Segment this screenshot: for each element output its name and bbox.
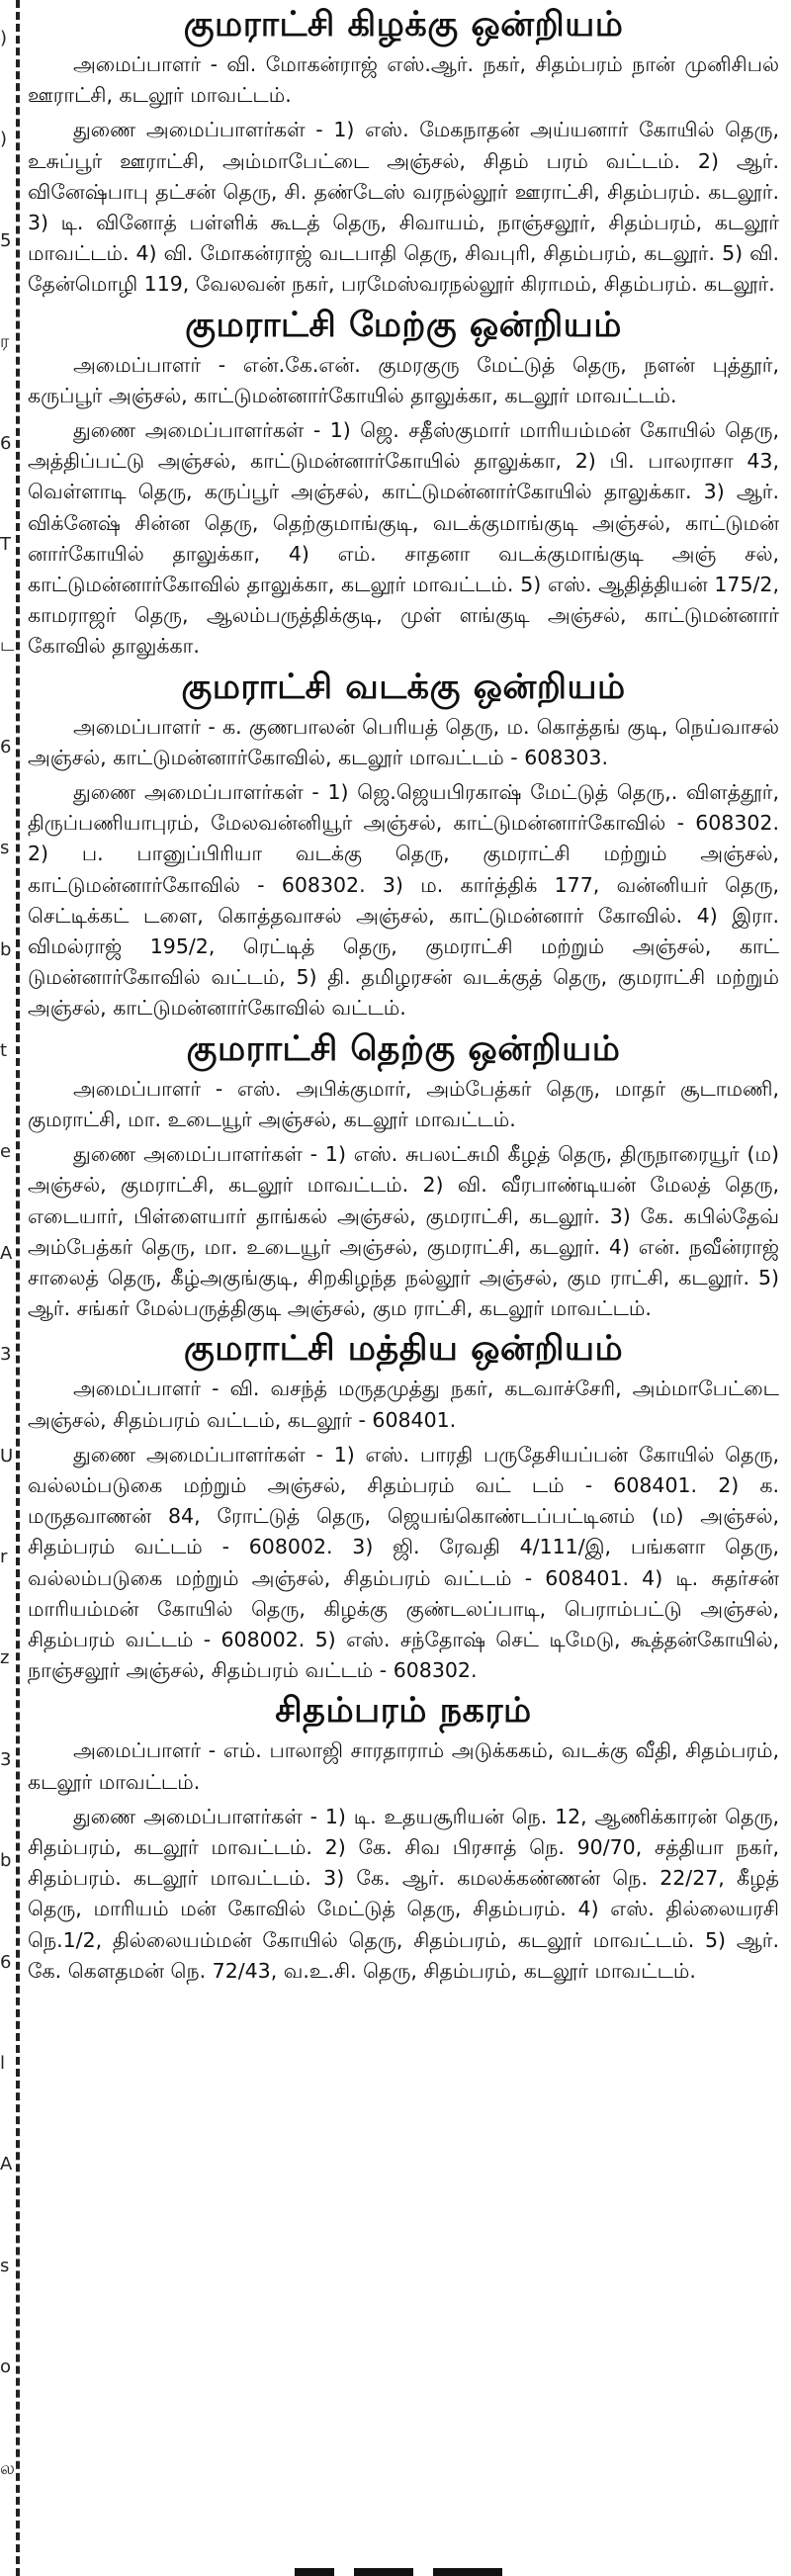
deputy-organizers-paragraph: துணை அமைப்பாளர்கள் - 1) எஸ். மேகநாதன் அய்யனார் கோயில் தெரு, உசுப்பூர் ஊராட்சி, அம்மாபேட்டை அஞ்சல், சிதம் பரம் வட்டம். 2) ஆர். வினேஷ்பாபு தட்சன் தெரு, சி. தண்டேஸ் வரநல்லூர் ஊராட்சி, சிதம்பரம். கடலூர். 3) டி. வினோத் பள்ளிக் கூடத் தெரு, சிவாயம், நாஞ்சலூர், சிதம்பரம், கடலூர் மாவட்டம். 4) வி. மோகன்ராஜ் வடபாதி தெரு, சிவபுரி, சிதம்பரம், கடலூர். 5) வி. தேன்மொழி 119, வேலவன் நகர், பரமேஸ்வரநல்லூர் கிராமம், சிதம்பரம். கடலூர்.	[28, 118, 779, 297]
gutter-mark: 6	[0, 737, 12, 757]
gutter-marks	[0, 0, 14, 2576]
section-kumaratchi-west	[28, 303, 779, 663]
gutter-mark: T	[0, 534, 11, 555]
organizer-paragraph: அமைப்பாளர் - வி. வசந்த் மருதமுத்து நகர், கடவாச்சேரி, அம்மாபேட்டை அஞ்சல், சிதம்பரம் வட்டம், கடலூர் - 608401.	[28, 1377, 779, 1432]
gutter-mark: U	[0, 1446, 14, 1466]
gutter-mark: 3	[0, 1344, 12, 1365]
gutter-mark: b	[0, 1850, 12, 1871]
organizer-paragraph: அமைப்பாளர் - எஸ். அபிக்குமார், அம்பேத்கர் தெரு, மாதர் சூடாமணி, குமராட்சி, மா. உடையூர் அஞ்சல், கடலூர் மாவட்டம்.	[28, 1076, 779, 1131]
organizer-paragraph: அமைப்பாளர் - வி. மோகன்ராஜ் எஸ்.ஆர். நகர், சிதம்பரம் நான் முனிசிபல் ஊராட்சி, கடலூர் மாவட்டம்.	[28, 52, 779, 108]
gutter-mark: 3	[0, 1749, 12, 1770]
gutter-mark: ல	[0, 2458, 15, 2479]
gutter-mark: A	[0, 1243, 13, 1264]
gutter-mark: A	[0, 2154, 13, 2175]
gutter-mark: ர	[0, 331, 10, 352]
section-heading: குமராட்சி மத்திய ஒன்றியம்	[183, 1329, 624, 1370]
section-chidambaram-town	[28, 1688, 779, 1987]
gutter-mark: b	[0, 939, 12, 960]
organizer-paragraph: அமைப்பாளர் - க. குணபாலன் பெரியத் தெரு, ம. கொத்தங் குடி, நெய்வாசல் அஞ்சல், காட்டுமன்னார்கோவில், கடலூர் மாவட்டம் - 608303.	[28, 714, 779, 769]
gutter-mark: ட	[0, 635, 15, 656]
gutter-mark: 6	[0, 1952, 12, 1973]
deputy-organizers-paragraph: துணை அமைப்பாளர்கள் - 1) எஸ். சுபலட்சுமி கீழத் தெரு, திருநாரையூர் (ம) அஞ்சல், குமராட்சி, கடலூர் மாவட்டம். 2) வி. வீரபாண்டியன் மேலத் தெரு, எடையார், பிள்ளையார் தாங்கல் அஞ்சல், குமராட்சி, கடலூர். 3) கே. கபில்தேவ் அம்பேத்கர் தெரு, மா. உடையூர் அஞ்சல், குமராட்சி, கடலூர். 4) என். நவீன்ராஜ் சாலைத் தெரு, கீழ்அகுங்குடி, சிறகிழந்த நல்லூர் அஞ்சல், கும ராட்சி, கடலூர். 5) ஆர். சங்கர் மேல்பருத்திகுடி அஞ்சல், கும ராட்சி, கடலூர் மாவட்டம்.	[28, 1142, 779, 1321]
gutter-mark: )	[0, 28, 8, 48]
section-kumaratchi-east	[28, 2, 779, 301]
article-content	[28, 0, 779, 2576]
section-heading: குமராட்சி மேற்கு ஒன்றியம்	[185, 305, 622, 345]
deputy-organizers-paragraph: துணை அமைப்பாளர்கள் - 1) ஜெ.ஜெயபிரகாஷ் மேட்டுத் தெரு,. விளத்தூர், திருப்பணியாபுரம், மேலவன்னியூர் அஞ்சல், காட்டுமன்னார்கோவில் - 608302. 2) ப. பானுப்பிரியா வடக்கு தெரு, குமராட்சி மற்றும் அஞ்சல், காட்டுமன்னார்கோவில் - 608302. 3) ம. கார்த்திக் 177, வன்னியர் தெரு, செட்டிக்கட் டளை, கொத்தவாசல் அஞ்சல், காட்டுமன்னார் கோவில். 4) இரா. விமல்ராஜ் 195/2, ரெட்டித் தெரு, குமராட்சி மற்றும் அஞ்சல், காட் டுமன்னார்கோவில் வட்டம், 5) தி. தமிழரசன் வடக்குத் தெரு, குமராட்சி மற்றும் அஞ்சல், காட்டுமன்னார்கோவில் வட்டம்.	[28, 780, 779, 1021]
gutter-mark: t	[0, 1040, 8, 1061]
organizer-paragraph: அமைப்பாளர் - எம். பாலாஜி சாரதாராம் அடுக்ககம், வடக்கு வீதி, சிதம்பரம், கடலூர் மாவட்டம்.	[28, 1738, 779, 1794]
gutter-mark: s	[0, 2256, 10, 2276]
organizer-paragraph: அமைப்பாளர் - என்.கே.என். குமரகுரு மேட்டுத் தெரு, நளன் புத்தூர், கருப்பூர் அஞ்சல், காட்டுமன்னார்கோயில் தாலுக்கா, கடலூர் மாவட்டம்.	[28, 352, 779, 407]
section-kumaratchi-central	[28, 1326, 779, 1686]
gutter-mark: )	[0, 129, 8, 149]
section-heading: குமராட்சி வடக்கு ஒன்றியம்	[181, 666, 626, 707]
gutter-mark: o	[0, 2356, 12, 2377]
gutter-mark: l	[0, 2053, 6, 2074]
section-heading: குமராட்சி கிழக்கு ஒன்றியம்	[183, 5, 624, 44]
gutter-mark: r	[0, 1547, 8, 1567]
gutter-mark: 6	[0, 433, 12, 454]
cut-off-next-heading	[28, 2568, 779, 2576]
left-gutter	[0, 0, 22, 2576]
dashed-column-rule	[16, 0, 20, 2576]
gutter-mark: 5	[0, 230, 12, 251]
section-heading: சிதம்பரம் நகரம்	[275, 1691, 532, 1732]
deputy-organizers-paragraph: துணை அமைப்பாளர்கள் - 1) எஸ். பாரதி பருதேசியப்பன் கோயில் தெரு, வல்லம்படுகை மற்றும் அஞ்சல், சிதம்பரம் வட் டம் - 608401. 2) க. மருதவாணன் 84, ரோட்டுத் தெரு, ஜெயங்கொண்டப்பட்டினம் (ம) அஞ்சல், சிதம்பரம் வட்டம் - 608002. 3) ஜி. ரேவதி 4/111/இ, பங்களா தெரு, வல்லம்படுகை மற்றும் அஞ்சல், சிதம்பரம் வட்டம் - 608401. 4) டி. சுதர்சன் மாரியம்மன் கோயில் தெரு, கிழக்கு குண்டலப்பாடி, பெராம்பட்டு அஞ்சல், சிதம்பரம் வட்டம் - 608002. 5) எஸ். சந்தோஷ் செட் டிமேடு, கூத்தன்கோயில், நாஞ்சலூர் அஞ்சல், சிதம்பரம் வட்டம் - 608302.	[28, 1442, 779, 1683]
gutter-mark: e	[0, 1141, 12, 1162]
deputy-organizers-paragraph: துணை அமைப்பாளர்கள் - 1) டி. உதயசூரியன் நெ. 12, ஆணிக்காரன் தெரு, சிதம்பரம், கடலூர் மாவட்டம். 2) கே. சிவ பிரசாத் நெ. 90/70, சத்தியா நகர், சிதம்பரம். கடலூர் மாவட்டம். 3) கே. ஆர். கமலக்கண்ணன் நெ. 22/27, கீழத் தெரு, மாரியம் மன் கோவில் மேட்டுத் தெரு, சிதம்பரம். 4) எஸ். தில்லையரசி நெ.1/2, தில்லையம்மன் கோயில் தெரு, சிதம்பரம், கடலூர் மாவட்டம். 5) ஆர். கே. கௌதமன் நெ. 72/43, வ.உ.சி. தெரு, சிதம்பரம், கடலூர் மாவட்டம்.	[28, 1804, 779, 1983]
deputy-organizers-paragraph: துணை அமைப்பாளர்கள் - 1) ஜெ. சதீஸ்குமார் மாரியம்மன் கோயில் தெரு, அத்திப்பட்டு அஞ்சல், காட்டுமன்னார்கோயில் தாலுக்கா, 2) பி. பாலராசா 43, வெள்ளாடி தெரு, கருப்பூர் அஞ்சல், காட்டுமன்னார்கோயில் தாலுக்கா. 3) ஆர். விக்னேஷ் சின்ன தெரு, தெற்குமாங்குடி, வடக்குமாங்குடி அஞ்சல், காட்டுமன் னார்கோயில் தாலுக்கா, 4) எம். சாதனா வடக்குமாங்குடி அஞ் சல், காட்டுமன்னார்கோவில் தாலுக்கா, கடலூர் மாவட்டம். 5) எஸ். ஆதித்தியன் 175/2, காமராஜர் தெரு, ஆலம்பருத்திக்குடி, முள் ளங்குடி அஞ்சல், காட்டுமன்னார் கோவில் தாலுக்கா.	[28, 418, 779, 659]
section-kumaratchi-south	[28, 1026, 779, 1325]
section-kumaratchi-north	[28, 665, 779, 1024]
section-heading: குமராட்சி தெற்கு ஒன்றியம்	[186, 1028, 621, 1069]
gutter-mark: s	[0, 838, 10, 858]
gutter-mark: z	[0, 1647, 10, 1668]
